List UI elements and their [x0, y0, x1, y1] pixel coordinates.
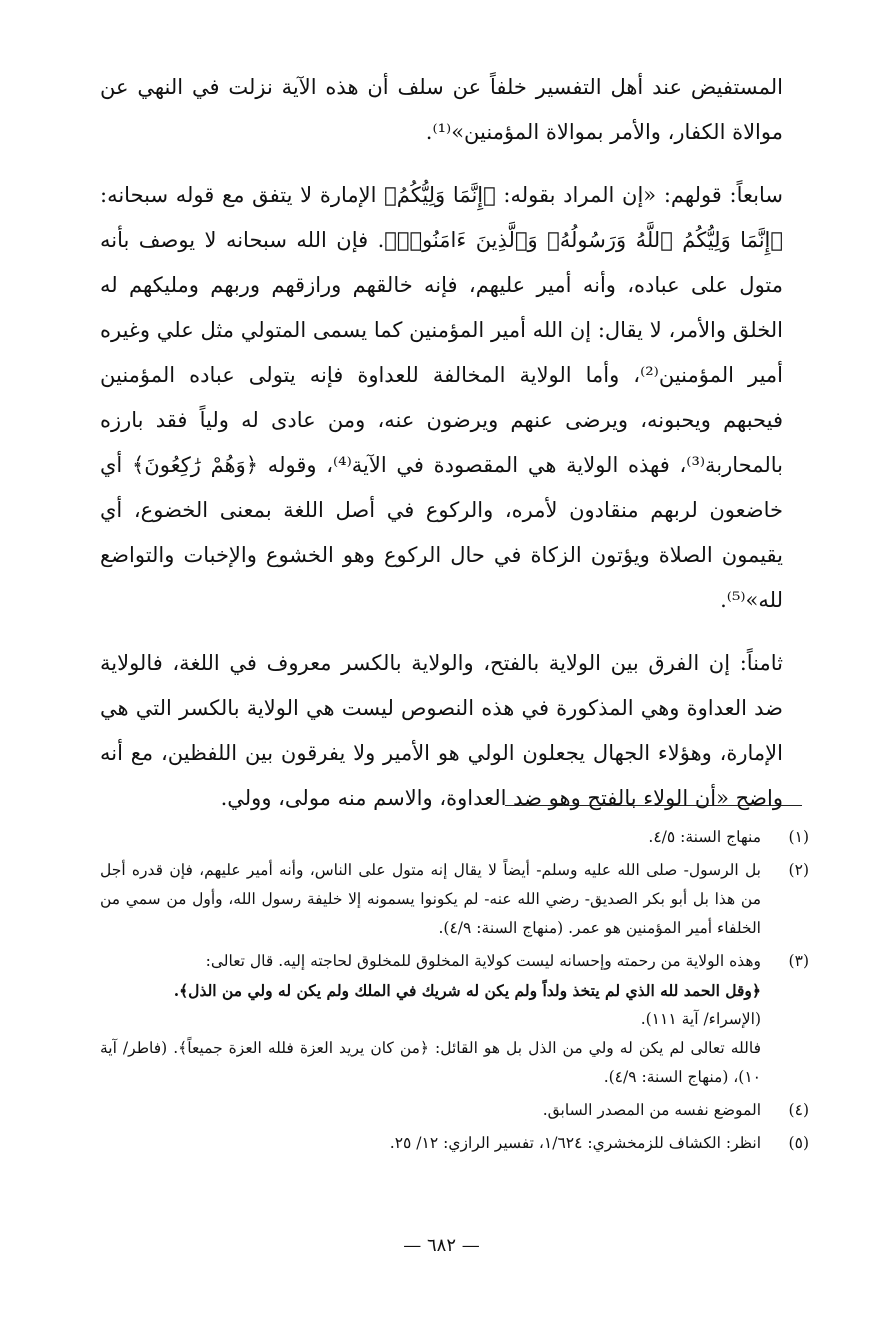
footnote-text: بل الرسول- صلى الله عليه وسلم- أيضاً لا يقال إنه متول على الناس، وأنه أمير عليهم، فإن قدره أجل من هذا بل أبو بكر الصديق- رضي الله عنه- لم يكونوا يسمونه إلا خليفة رسول الله، وأول من سمي من الخلفاء أمير المؤمنين هو عمر. (منهاج السنة: ٤/٩).	[100, 861, 761, 937]
footnote-3	[100, 947, 809, 1092]
footnote-4	[100, 1096, 809, 1125]
footnote-text: منهاج السنة: ٤/٥.	[648, 828, 761, 846]
footnote-1	[100, 823, 809, 852]
footnote-number: (٣)	[788, 952, 809, 970]
footnote-5	[100, 1129, 809, 1158]
footnote-text: انظر: الكشاف للزمخشري: ١/٦٢٤، تفسير الرازي: ١٢/ ٢٥.	[389, 1134, 761, 1152]
footnote-number: (٢)	[788, 861, 809, 879]
footnote-number: (٥)	[788, 1134, 809, 1152]
paragraph-1: المستفيض عند أهل التفسير خلفاً عن سلف أن هذه الآية نزلت في النهي عن موالاة الكفار، والأمر بموالاة المؤمنين»⁽¹⁾.	[100, 75, 783, 144]
footnote-text: الموضع نفسه من المصدر السابق.	[542, 1101, 761, 1119]
footnote-citation: (الإسراء/ آية ١١١).	[640, 1010, 761, 1028]
page-number: — ٦٨٢ —	[403, 1235, 480, 1256]
paragraph-3: ثامناً: إن الفرق بين الولاية بالفتح، والولاية بالكسر معروف في اللغة، فالولاية ضد العداوة وهي المذكورة في هذه النصوص ليست هي الولاية بالكسر التي هي الإمارة، وهؤلاء الجهال يجعلون الولي هو الأمير ولا يفرقون بين اللفظين، مع أنه واضح «أن الولاء بالفتح وهو ضد العداوة، والاسم منه مولى، وولي.	[100, 651, 783, 810]
footnote-text: فالله تعالى لم يكن له ولي من الذل بل هو القائل: ﴿من كان يريد العزة فلله العزة جميعاً﴾. (فاطر/ آية ١٠)، (منهاج السنة: ٤/٩).	[100, 1039, 761, 1086]
footnote-separator	[505, 805, 802, 806]
main-text	[100, 65, 783, 821]
footnotes	[100, 823, 809, 1162]
footnote-2	[100, 856, 809, 943]
footnote-quran-quote: ﴿وقل الحمد لله الذي لم يتخذ ولداً ولم يكن له شريك في الملك ولم يكن له ولي من الذل﴾.	[173, 981, 761, 1000]
footnote-text: وهذه الولاية من رحمته وإحسانه ليست كولاية المخلوق للمخلوق لحاجته إليه. قال تعالى:	[205, 952, 761, 970]
paragraph-2: سابعاً: قولهم: «إن المراد بقوله: ﴿إِنَّمَا وَلِيُّكُمُ﴾ الإمارة لا يتفق مع قوله سبحانه: ﴿إِنَّمَا وَلِيُّكُمُ ٱللَّهُ وَرَسُولُهُۥ وَٱلَّذِينَ ءَامَنُوا۟﴾. فإن الله سبحانه لا يوصف بأنه متول على عباده، وأنه أمير عليهم، فإنه خالقهم ورازقهم وربهم ومليكهم له الخلق والأمر، لا يقال: إن الله أمير المؤمنين كما يسمى المتولي مثل علي وغيره أمير المؤمنين⁽²⁾، وأما الولاية المخالفة للعداوة فإنه يتولى عباده المؤمنين فيحبهم ويحبونه، ويرضى عنهم ويرضون عنه، ومن عادى له ولياً فقد بارزه بالمحاربة⁽³⁾، فهذه الولاية هي المقصودة في الآية⁽⁴⁾، وقوله ﴿وَهُمْ رَٰكِعُونَ﴾ أي خاضعون لربهم منقادون لأمره، والركوع في أصل اللغة بمعنى الخضوع، أي يقيمون الصلاة ويؤتون الزكاة في حال الركوع وهو الخشوع والإخبات والتواضع لله»⁽⁵⁾.	[100, 183, 783, 612]
footnote-number: (١)	[788, 828, 809, 846]
footnote-number: (٤)	[788, 1101, 809, 1119]
